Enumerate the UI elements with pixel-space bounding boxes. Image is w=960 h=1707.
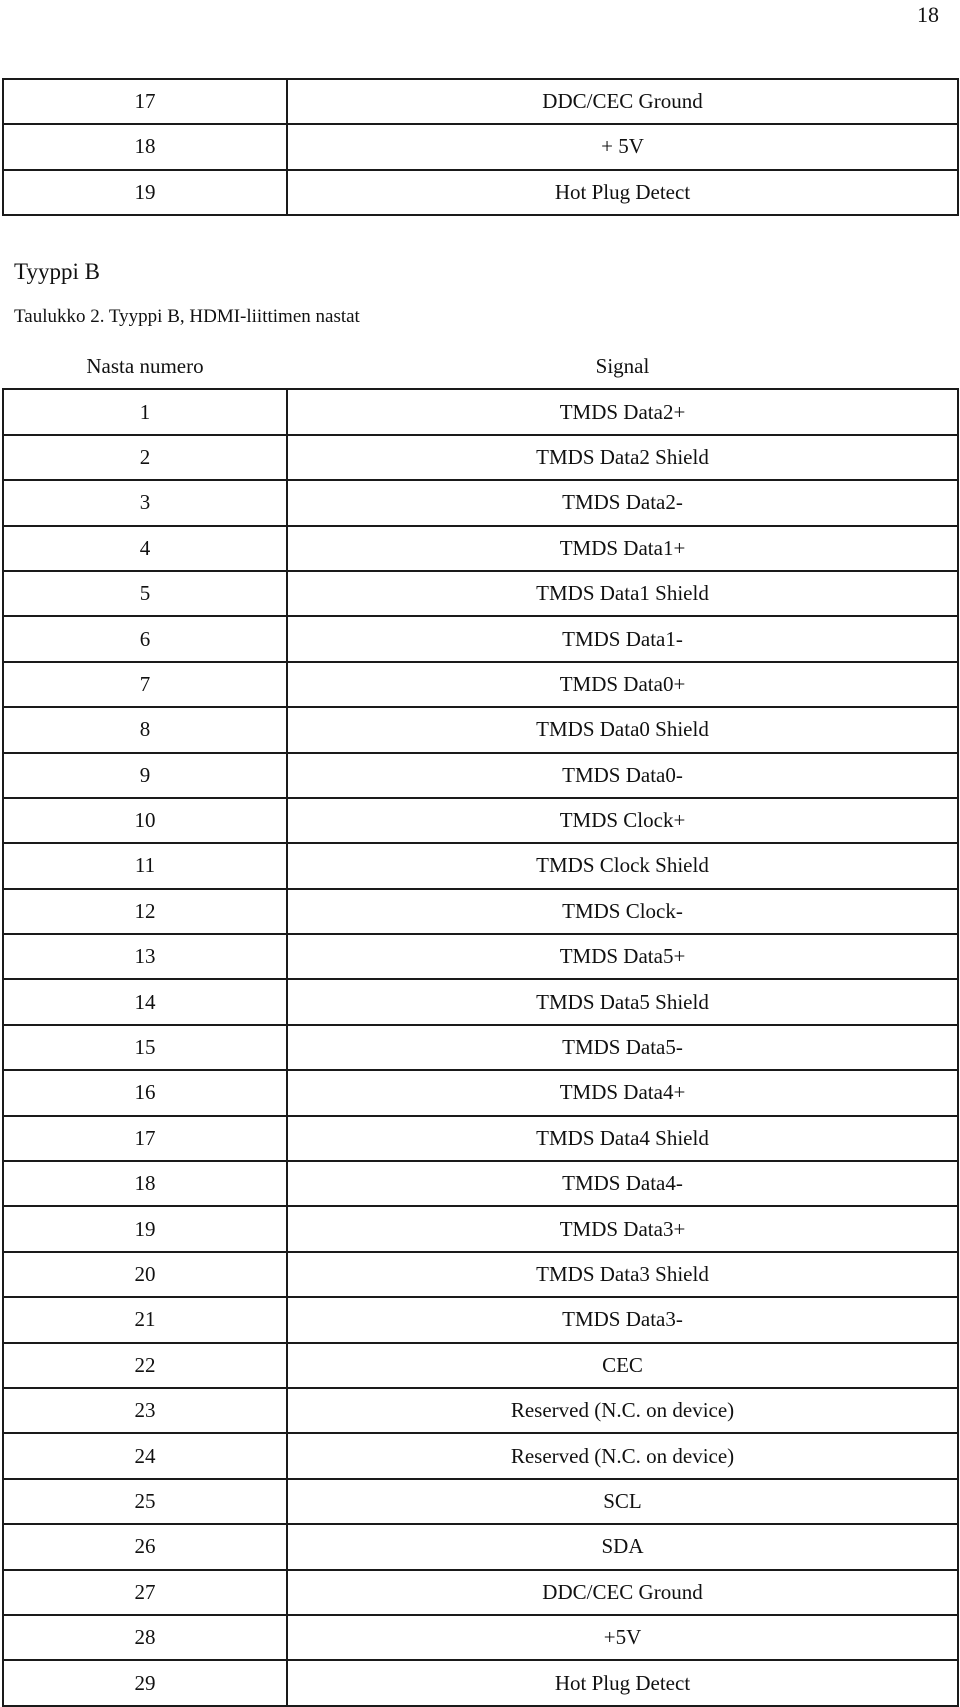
signal-name-cell: SCL <box>287 1479 958 1524</box>
signal-name-cell: TMDS Data4- <box>287 1161 958 1206</box>
signal-name-cell: + 5V <box>287 124 958 169</box>
table-caption: Taulukko 2. Tyyppi B, HDMI-liittimen nastat <box>14 306 360 327</box>
signal-name-cell: Hot Plug Detect <box>287 1660 958 1705</box>
table-row <box>3 1524 958 1569</box>
signal-name-cell: TMDS Data3 Shield <box>287 1252 958 1297</box>
signal-name-cell: TMDS Data3- <box>287 1297 958 1342</box>
pin-number-cell: 17 <box>3 79 287 124</box>
pin-number-cell: 20 <box>3 1252 287 1297</box>
table-row <box>3 79 958 124</box>
table-row <box>3 979 958 1024</box>
signal-name-cell: TMDS Data2- <box>287 480 958 525</box>
pin-table-continued-body <box>3 79 958 215</box>
pin-number-cell: 11 <box>3 843 287 888</box>
table-row <box>3 934 958 979</box>
table-row <box>3 889 958 934</box>
signal-name-cell: TMDS Data4+ <box>287 1070 958 1115</box>
signal-name-cell: TMDS Data5- <box>287 1025 958 1070</box>
signal-name-cell: TMDS Data5+ <box>287 934 958 979</box>
pin-number-cell: 21 <box>3 1297 287 1342</box>
pin-number-cell: 26 <box>3 1524 287 1569</box>
pin-number-cell: 22 <box>3 1343 287 1388</box>
signal-name-cell: Reserved (N.C. on device) <box>287 1433 958 1478</box>
table-row <box>3 571 958 616</box>
table-row <box>3 1570 958 1615</box>
pin-table-type-b <box>2 345 959 1707</box>
table-row <box>3 389 958 434</box>
table-row <box>3 1116 958 1161</box>
pin-number-cell: 1 <box>3 389 287 434</box>
pin-number-cell: 23 <box>3 1388 287 1433</box>
header-pin-number: Nasta numero <box>3 345 287 389</box>
signal-name-cell: TMDS Data1- <box>287 616 958 661</box>
table-row <box>3 170 958 215</box>
table-row <box>3 1025 958 1070</box>
pin-number-cell: 29 <box>3 1660 287 1705</box>
table-row <box>3 616 958 661</box>
table-row <box>3 707 958 752</box>
table-row <box>3 662 958 707</box>
signal-name-cell: CEC <box>287 1343 958 1388</box>
signal-name-cell: Hot Plug Detect <box>287 170 958 215</box>
pin-number-cell: 12 <box>3 889 287 934</box>
pin-table-type-b-body <box>3 389 958 1705</box>
pin-number-cell: 18 <box>3 1161 287 1206</box>
table-row <box>3 124 958 169</box>
signal-name-cell: TMDS Data1+ <box>287 526 958 571</box>
signal-name-cell: TMDS Data0 Shield <box>287 707 958 752</box>
pin-number-cell: 3 <box>3 480 287 525</box>
table-row <box>3 1206 958 1251</box>
pin-number-cell: 17 <box>3 1116 287 1161</box>
pin-number-cell: 8 <box>3 707 287 752</box>
pin-number-cell: 28 <box>3 1615 287 1660</box>
pin-number-cell: 10 <box>3 798 287 843</box>
pin-number-cell: 4 <box>3 526 287 571</box>
signal-name-cell: TMDS Data4 Shield <box>287 1116 958 1161</box>
pin-number-cell: 27 <box>3 1570 287 1615</box>
pin-number-cell: 19 <box>3 170 287 215</box>
table-row <box>3 1433 958 1478</box>
signal-name-cell: TMDS Clock Shield <box>287 843 958 888</box>
signal-name-cell: DDC/CEC Ground <box>287 1570 958 1615</box>
header-signal: Signal <box>287 345 958 389</box>
table-row <box>3 798 958 843</box>
signal-name-cell: SDA <box>287 1524 958 1569</box>
signal-name-cell: TMDS Data0+ <box>287 662 958 707</box>
table-header-row <box>3 345 958 389</box>
pin-number-cell: 25 <box>3 1479 287 1524</box>
signal-name-cell: TMDS Data3+ <box>287 1206 958 1251</box>
pin-number-cell: 7 <box>3 662 287 707</box>
pin-table-continued <box>2 78 959 216</box>
pin-number-cell: 24 <box>3 1433 287 1478</box>
pin-number-cell: 6 <box>3 616 287 661</box>
signal-name-cell: TMDS Data2+ <box>287 389 958 434</box>
table-row <box>3 1252 958 1297</box>
pin-number-cell: 5 <box>3 571 287 616</box>
pin-number-cell: 14 <box>3 979 287 1024</box>
signal-name-cell: +5V <box>287 1615 958 1660</box>
table-row <box>3 1660 958 1705</box>
table-row <box>3 843 958 888</box>
signal-name-cell: TMDS Data1 Shield <box>287 571 958 616</box>
pin-number-cell: 16 <box>3 1070 287 1115</box>
pin-number-cell: 19 <box>3 1206 287 1251</box>
table-row <box>3 526 958 571</box>
signal-name-cell: DDC/CEC Ground <box>287 79 958 124</box>
table-row <box>3 1070 958 1115</box>
pin-number-cell: 2 <box>3 435 287 480</box>
table-row <box>3 1615 958 1660</box>
table-row <box>3 480 958 525</box>
pin-number-cell: 15 <box>3 1025 287 1070</box>
table-row <box>3 1343 958 1388</box>
table-row <box>3 1479 958 1524</box>
pin-number-cell: 9 <box>3 753 287 798</box>
signal-name-cell: TMDS Clock- <box>287 889 958 934</box>
table-row <box>3 1161 958 1206</box>
table-row <box>3 753 958 798</box>
table-row <box>3 1297 958 1342</box>
signal-name-cell: TMDS Data5 Shield <box>287 979 958 1024</box>
pin-number-cell: 18 <box>3 124 287 169</box>
section-heading: Tyyppi B <box>14 259 100 284</box>
signal-name-cell: TMDS Clock+ <box>287 798 958 843</box>
table-row <box>3 1388 958 1433</box>
signal-name-cell: TMDS Data2 Shield <box>287 435 958 480</box>
page-number: 18 <box>917 2 939 27</box>
signal-name-cell: Reserved (N.C. on device) <box>287 1388 958 1433</box>
table-row <box>3 435 958 480</box>
pin-number-cell: 13 <box>3 934 287 979</box>
signal-name-cell: TMDS Data0- <box>287 753 958 798</box>
